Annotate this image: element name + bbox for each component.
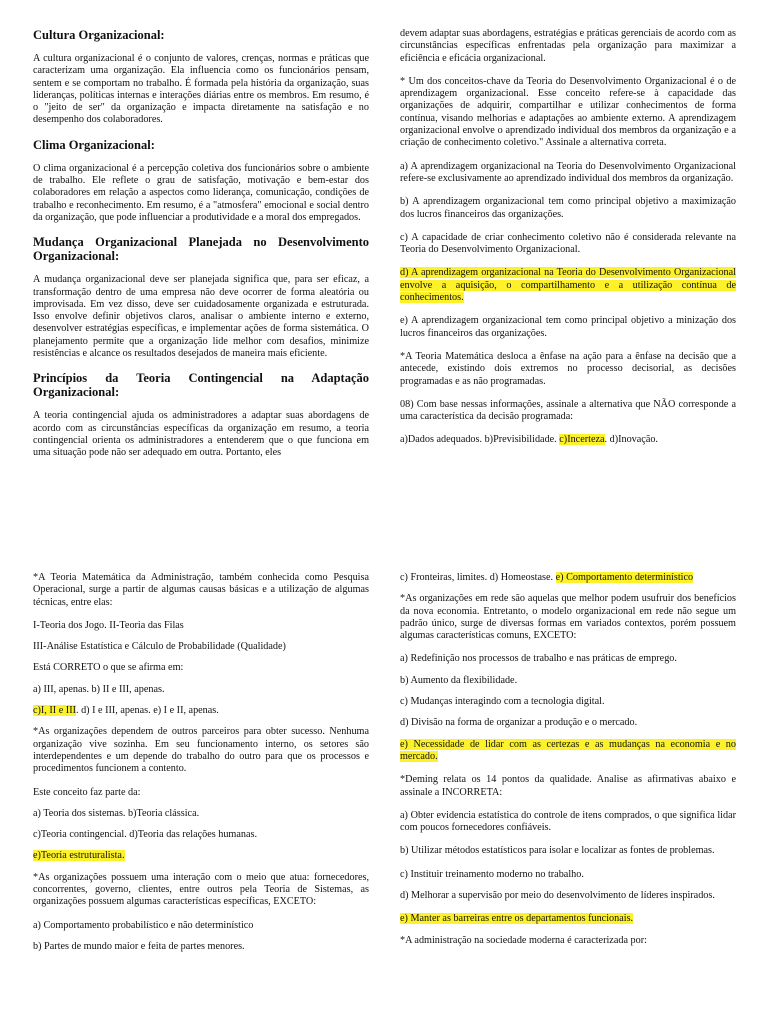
options-c-d-e — [33, 705, 369, 717]
page1-right-column — [400, 28, 736, 458]
option-b: b) A aprendizagem organizacional tem como principal objetivo a maximização dos lucros financeiros das organizações. — [400, 196, 736, 220]
heading-principios: Princípios da Teoria Contingencial na Adaptação Organizacional: — [33, 371, 369, 400]
option-e-teorias — [33, 850, 369, 862]
highlighted-answer: c)Incerteza — [559, 434, 605, 446]
option-e: e) A aprendizagem organizacional tem como principal objetivo a minização dos lucros financeiros das organizações. — [400, 315, 736, 339]
document-page-2 — [0, 566, 768, 1024]
heading-cultura: Cultura Organizacional: — [33, 28, 165, 42]
esta-correto: Está CORRETO o que se afirma em: — [33, 662, 184, 674]
rede-option-b: b) Aumento da flexibilidade. — [400, 674, 518, 686]
question-interacao: *As organizações possuem uma interação com o meio que atua: fornecedores, concorrentes, governo, clientes, entre outros pela Teoria de Sistemas, as organizações possuem algumas características específicas, EXCETO: — [33, 871, 369, 908]
conceito-label: Este conceito faz parte da: — [33, 786, 141, 798]
rede-option-d: d) Divisão na forma de organizar a produção e o mercado. — [400, 717, 638, 729]
rede-option-a: a) Redefinição nos processos de trabalho e nas práticas de emprego. — [400, 653, 677, 665]
option-a-sistemas: a) Comportamento probabilístico e não determinístico — [33, 919, 254, 931]
question-aprendizagem: * Um dos conceitos-chave da Teoria do Desenvolvimento Organizacional é o de aprendizagem organizacional. Esse conceito refere-se à capacidade das organizações de adquirir, compartilhar e utilizar conhecimentos de forma contínua, visando melhorias e adaptações ao ambiente externo. A aprendizagem organizacional envolve o aprendizado individual dos membros da organização e a criação de conhecimento coletivo." Assinale a alternativa correta. — [400, 75, 736, 149]
highlighted-answer: e)Teoria estruturalista. — [33, 850, 125, 862]
option-a: a) A aprendizagem organizacional na Teoria do Desenvolvimento Organizacional refere-se exclusivamente ao aprendizado individual dos membros da organização. — [400, 160, 736, 184]
options-a-b-teorias: a) Teoria dos sistemas. b)Teoria clássica. — [33, 807, 200, 819]
question-deming: *Deming relata os 14 pontos da qualidade. Analise as afirmativas abaixo e assinale a INCORRETA: — [400, 774, 736, 798]
item-iii: III-Análise Estatística e Cálculo de Probabilidade (Qualidade) — [33, 641, 286, 653]
options-08 — [400, 434, 736, 446]
options-c-d-e-post: . d) I e III, apenas. e) I e II, apenas. — [75, 705, 219, 717]
highlighted-answer: d) A aprendizagem organizacional na Teoria do Desenvolvimento Organizacional envolve a aquisição, o compartilhamento e a utilização contínua de conhecimentos. — [400, 267, 736, 304]
page2-right-column — [400, 572, 736, 958]
deming-option-a: a) Obter evidencia estatística do controle de itens comprados, o que significa lidar com poucos fornecedores confiáveis. — [400, 809, 736, 834]
deming-option-b: b) Utilizar métodos estatísticos para isolar e localizar as fontes de problemas. — [400, 845, 715, 857]
heading-clima: Clima Organizacional: — [33, 137, 155, 152]
options-c-d-sistemas: c) Fronteiras, limites. d) Homeostase. — [400, 572, 556, 583]
question-administracao: *A administração na sociedade moderna é caracterizada por: — [400, 934, 647, 946]
paragraph-principios: A teoria contingencial ajuda os administradores a adaptar suas abordagens de acordo com as circunstâncias específicas da organização em resumo, a teoria contingencial orienta os administradores a entenderem que o que funciona em uma situação pode não ser adequado em outra. Portanto, eles — [33, 410, 369, 459]
option-c: c) A capacidade de criar conhecimento coletivo não é considerada relevante na Teoria do Desenvolvimento Organizacional. — [400, 231, 736, 256]
question-08: 08) Com base nessas informações, assinale a alternativa que NÃO corresponde a uma característica da decisão programada: — [400, 398, 736, 423]
option-d-highlighted — [400, 267, 736, 304]
options-a-b: a) III, apenas. b) II e III, apenas. — [33, 683, 165, 695]
highlighted-answer: e) Necessidade de lidar com as certezas e as mudanças na economia e no mercado. — [400, 738, 736, 762]
page-gap — [0, 520, 768, 566]
paragraph-continuation: devem adaptar suas abordagens, estratégias e práticas gerenciais de acordo com as circunstâncias específicas enfrentadas pela organização para maximizar a eficiência e eficácia organizacional. — [400, 28, 736, 64]
highlighted-answer: e) Manter as barreiras entre os departamentos funcionais. — [400, 913, 634, 925]
page1-left-column — [33, 28, 369, 471]
paragraph-mudanca: A mudança organizacional deve ser planejada significa que, para ser eficaz, a transformação dentro de uma empresa não deve ocorrer de forma aleatória ou improvisada. Em vez disso, deve ser cuidadosamente organizada e estruturada. Isso envolve definir objetivos claros, analisar o ambiente interno e externo, desenvolver estratégias específicas, e implementar ações de forma sistemática. O planejamento permite que a organização lide melhor com desafios, minimize resistências e alcance os resultados desejados de maneira mais eficiente. — [33, 274, 369, 360]
options-08-pre: a)Dados adequados. b)Previsibilidade. — [400, 434, 560, 446]
paragraph-clima: O clima organizacional é a percepção coletiva dos funcionários sobre o ambiente de trabalho. Ele reflete o grau de satisfação, motivação e bem-estar dos colaboradores em relação a aspectos como liderança, comunicação, condições de trabalho e reconhecimento. Em resumo, é a "atmosfera" emocional e social dentro da organização, que pode influenciar a produtividade e a moral dos empregados. — [33, 162, 369, 223]
options-c-d-e-sistemas — [400, 572, 736, 584]
question-parceiros: *As organizações dependem de outros parceiros para obter sucesso. Nenhuma organização vive sozinha. Em seu funcionamento interno, os setores são interdependentes e um depende do trabalho do outro para que os processos e procedimentos funcionem a contento. — [33, 726, 369, 775]
question-teoria-matematica: *A Teoria Matemática da Administração, também conhecida como Pesquisa Operacional, surge a partir de algumas causas básicas e a utilização de algumas técnicas, entre elas: — [33, 572, 369, 608]
deming-option-c: c) Instituir treinamento moderno no trabalho. — [400, 868, 584, 880]
options-c-d-teorias: c)Teoria contingencial. d)Teoria das relações humanas. — [33, 829, 258, 841]
highlighted-answer: c)I, II e III — [33, 705, 76, 717]
deming-option-d: d) Melhorar a supervisão por meio do desenvolvimento de líderes inspirados. — [400, 890, 715, 902]
rede-option-e — [400, 739, 736, 764]
rede-option-c: c) Mudanças interagindo com a tecnologia digital. — [400, 696, 605, 708]
page2-left-column — [33, 572, 369, 962]
deming-option-e — [400, 913, 736, 925]
heading-mudanca: Mudança Organizacional Planejada no Desenvolvimento Organizacional: — [33, 235, 369, 264]
paragraph-teoria-matematica: *A Teoria Matemática desloca a ênfase na ação para a ênfase na decisão que a antecede, existindo dois extremos no processo decisorial, as decisões programadas e as não programadas. — [400, 350, 736, 387]
item-i-ii: I-Teoria dos Jogo. II-Teoria das Filas — [33, 619, 184, 631]
option-b-sistemas: b) Partes de mundo maior e feita de partes menores. — [33, 940, 245, 952]
question-rede: *As organizações em rede são aquelas que melhor podem usufruir dos benefícios da nova economia. Entretanto, o modelo organizacional em rede não segue um padrão único, surge de diversas formas em variados contextos, porém possuem algumas características comuns, EXCETO: — [400, 593, 736, 642]
paragraph-cultura: A cultura organizacional é o conjunto de valores, crenças, normas e práticas que caracterizam uma organização. Ela influencia como os funcionários pensam, sentem e se comportam no trabalho. É formada pela história da organização, suas lideranças, políticas internas e interações diárias entre os membros. Em resumo, é o "jeito de ser" da organização e impacta diretamente na satisfação e no desempenho dos colaboradores. — [33, 53, 369, 126]
options-08-post: . d)Inovação. — [604, 434, 658, 446]
highlighted-answer: e) Comportamento determinístico — [555, 572, 694, 583]
